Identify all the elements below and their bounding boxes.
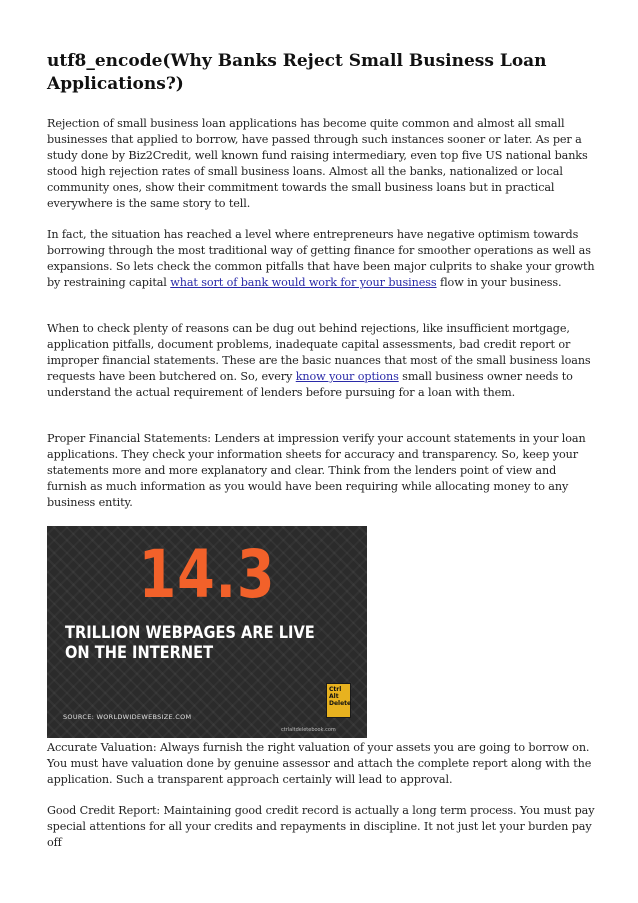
- infographic-site: ctrlaltdeletebook.com: [281, 727, 336, 733]
- link-know-options[interactable]: know your options: [295, 370, 399, 383]
- link-bank-type[interactable]: what sort of bank would work for your business: [170, 276, 437, 289]
- infographic-image: [47, 526, 367, 738]
- book-cover-icon: [326, 683, 351, 718]
- document-page: [47, 50, 595, 866]
- paragraph-financial-statements: Proper Financial Statements: Lenders at impression verify your account statements in your loan applications. They check your information sheets for accuracy and transparency. So, keep your statements more and more explanatory and clear. Think from the lenders point of view and furnish as much information as you would have been requiring while allocating money to any business entity.: [47, 432, 586, 509]
- paragraph-credit-report: Good Credit Report: Maintaining good credit record is actually a long term process. You must pay special attentions for all your credits and repayments in discipline. It not just let your burden pay off: [47, 804, 595, 849]
- infographic-caption: TRILLION WEBPAGES ARE LIVE ON THE INTERNET: [65, 623, 315, 663]
- paragraph-situation-tail: flow in your business.: [436, 276, 562, 289]
- infographic-source: SOURCE: WORLDWIDEWEBSIZE.COM: [63, 713, 192, 721]
- paragraph-situation-text: In fact, the situation has reached a level where entrepreneurs have negative optimism towards borrowing through the most traditional way of getting finance for smoother operations as well as expansions. So lets check the common pitfalls that have been major culprits to shake your growth by restraining capital: [47, 228, 595, 289]
- paragraph-reasons-text: When to check plenty of reasons can be dug out behind rejections, like insufficient mortgage, application pitfalls, document problems, inadequate capital assessments, bad credit report or improper financial statements. These are the basic nuances that most of the small business loans requests have been butchered on. So, every: [47, 322, 591, 383]
- paragraph-situation: [47, 227, 595, 291]
- book-cover-line-1: Ctrl: [329, 686, 342, 693]
- paragraph-valuation: Accurate Valuation: Always furnish the right valuation of your assets you are going to borrow on. You must have valuation done by genuine assessor and attach the complete report along with the application. Such a transparent approach certainly will lead to approval.: [47, 741, 592, 786]
- book-cover-line-3: Delete: [329, 700, 352, 707]
- paragraph-intro: Rejection of small business loan applications has become quite common and almost all small businesses that applied to borrow, have passed through such instances sooner or later. As per a study done by Biz2Credit, well known fund raising intermediary, even top five US national banks stood high rejection rates of small business loans. Almost all the banks, nationalized or local community ones, show their commitment towards the small business loans but in practical everywhere is the same story to tell.: [47, 117, 588, 210]
- paragraph-reasons-tail: small business owner needs to understand the actual requirement of lenders before pursuing for a loan with them.: [47, 370, 573, 399]
- infographic-number: 14.3: [138, 536, 276, 613]
- book-cover-line-2: Alt: [329, 693, 339, 700]
- paragraph-reasons: [47, 321, 595, 401]
- document-title: utf8_encode(Why Banks Reject Small Business Loan Applications?): [47, 51, 547, 94]
